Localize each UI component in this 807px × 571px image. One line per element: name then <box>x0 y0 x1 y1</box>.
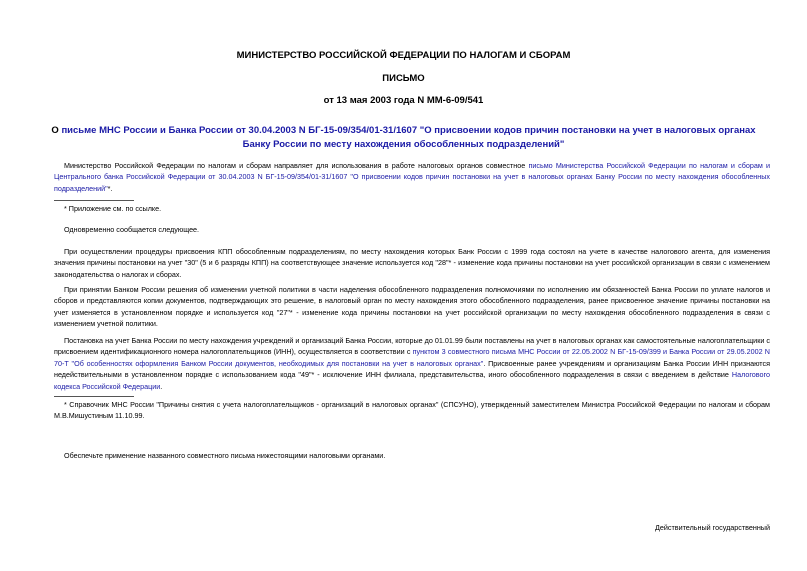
signature-line: Действительный государственный <box>655 523 770 532</box>
paragraph-4: При принятии Банком России решения об изменении учетной политики в части наделения обособленного подразделения полномочиями по исполнению им обязанностей Банка России по уплате налогов и сборов и представляются копии документов, подтверждающих это решение, в налоговый орган по месту нахождения этого обособленного подразделения, ранее присвоенное значение причины постановки на учет изменяется в установленном порядке и используется код "27"* - изменение кода причины постановки на учет российской организации по месту нахождения обособленного подразделения в связи с изменением учетной политики. <box>54 285 770 329</box>
doc-type-heading: ПИСЬМО <box>382 73 425 84</box>
paragraph-1 <box>54 160 770 194</box>
p5-letter-link[interactable]: пунктом 3 совместного письма МНС России от 22.05.2002 N БГ-15-09/399 и Банка России от 29.05.2002 N 70-Т "Об особенностях оформления Банком России документов, необходимых для постановки на учет в налоговых органах" <box>54 347 770 368</box>
ministry-heading: МИНИСТЕРСТВО РОССИЙСКОЙ ФЕДЕРАЦИИ ПО НАЛОГАМ И СБОРАМ <box>236 50 571 61</box>
paragraph-5 <box>54 335 770 392</box>
footnote-1: * Приложение см. по ссылке. <box>64 204 162 213</box>
footnote-divider-1 <box>54 200 134 201</box>
p5-text: Постановка на учет Банка России по месту нахождения учреждений и организаций Банка России, которые до 01.01.99 были поставлены на учет в налоговых органах как самостоятельные налогоплательщики с присвоением идентификационного номера налогоплательщиков (ИНН), осуществляется в соответствии с <box>54 336 770 357</box>
paragraph-2: Одновременно сообщается следующее. <box>64 225 200 234</box>
paragraph-3: При осуществлении процедуры присвоения КПП обособленным подразделениям, по месту нахождения которых Банк России с 1999 года состоял на учете в качестве налогового агента, для изменения значения причины постановки на учет "30" (5 и 6 разряды КПП) на соответствующее значение используется код "28"* - изменение кода причины постановки на учет российской организации в связи с изменением законодательства о налогах и сборах. <box>54 247 770 279</box>
date-number-heading: от 13 мая 2003 года N ММ-6-09/541 <box>323 95 484 106</box>
title-prefix: О <box>51 125 62 136</box>
footnote-2: * Справочник МНС России "Причины снятия с учета налогоплательщиков - организаций в налоговых органах" (СПСУНО), утвержденный заместителем Министра Российской Федерации по налогам и сборам М.В.Мишустиным 11.10.99. <box>54 400 770 421</box>
p5-tax-code-link[interactable]: Налогового кодекса Российской Федерации <box>54 370 770 391</box>
p5-text-end: . <box>160 381 163 391</box>
footnote-divider-2 <box>54 396 134 397</box>
paragraph-6: Обеспечьте применение названного совместного письма нижестоящими налоговыми органами. <box>64 451 386 460</box>
p1-footnote-mark: *. <box>107 183 113 193</box>
document-title <box>40 124 767 152</box>
p1-letter-link[interactable]: письмо Министерства Российской Федерации по налогам и сборам и Центрального банка Российской Федерации от 30.04.2003 N БГ-15-09/354/01-31/1607 "О присвоении кодов причин постановки на учет в налоговых органах Банку России по месту нахождения обособленных подразделений" <box>54 161 770 193</box>
title-link[interactable]: письме МНС России и Банка России от 30.04.2003 N БГ-15-09/354/01-31/1607 "О присвоении кодов причин постановки на учет в налоговых органах Банку России по месту нахождения обособленных подразделений" <box>61 125 756 150</box>
p5-text-mid: . Присвоенные ранее учреждениям и организациям Банка России ИНН признаются недействительными в установленном порядке с использованием кода "49"* - исключение ИНН филиала, представительства, иного обособленного подразделения в связи с введением в действие <box>54 358 771 380</box>
p1-text: Министерство Российской Федерации по налогам и сборам направляет для использования в работе налоговых органов совместное <box>64 161 529 170</box>
